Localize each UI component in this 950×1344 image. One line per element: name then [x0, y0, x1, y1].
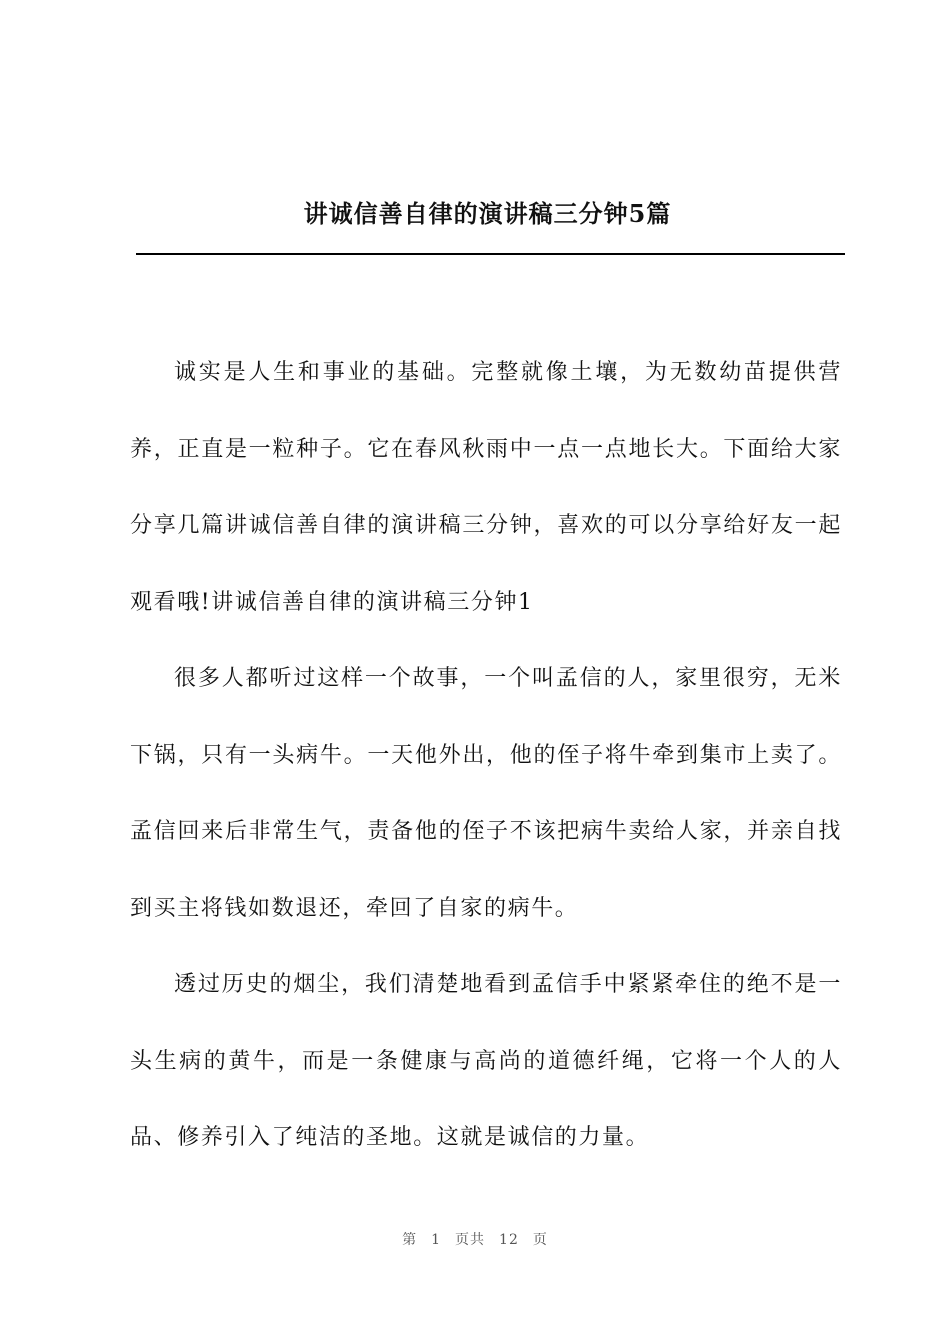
- document-body: [130, 335, 842, 1177]
- footer-prefix: 第: [402, 1232, 418, 1248]
- title-divider: [136, 253, 845, 255]
- total-pages-number: 12: [499, 1232, 519, 1248]
- paragraph: 很多人都听过这样一个故事，一个叫孟信的人，家里很穷，无米下锅，只有一头病牛。一天他外出，他的侄子将牛牵到集市上卖了。孟信回来后非常生气，责备他的侄子不该把病牛卖给人家，并亲自找到买主将钱如数退还，牵回了自家的病牛。: [130, 666, 842, 921]
- footer-suffix: 页: [532, 1232, 548, 1248]
- paragraph: 透过历史的烟尘，我们清楚地看到孟信手中紧紧牵住的绝不是一头生病的黄牛，而是一条健康与高尚的道德纤绳，它将一个人的人品、修养引入了纯洁的圣地。这就是诚信的力量。: [130, 972, 842, 1150]
- paragraph: 诚实是人生和事业的基础。完整就像土壤，为无数幼苗提供营养，正直是一粒种子。它在春风秋雨中一点一点地长大。下面给大家分享几篇讲诚信善自律的演讲稿三分钟，喜欢的可以分享给好友一起观看哦!讲诚信善自律的演讲稿三分钟1: [130, 360, 842, 615]
- current-page-number: 1: [431, 1232, 442, 1248]
- document-title: 讲诚信善自律的演讲稿三分钟5篇: [303, 199, 672, 228]
- footer-middle: 页共: [455, 1232, 486, 1248]
- page-footer: [0, 1229, 950, 1249]
